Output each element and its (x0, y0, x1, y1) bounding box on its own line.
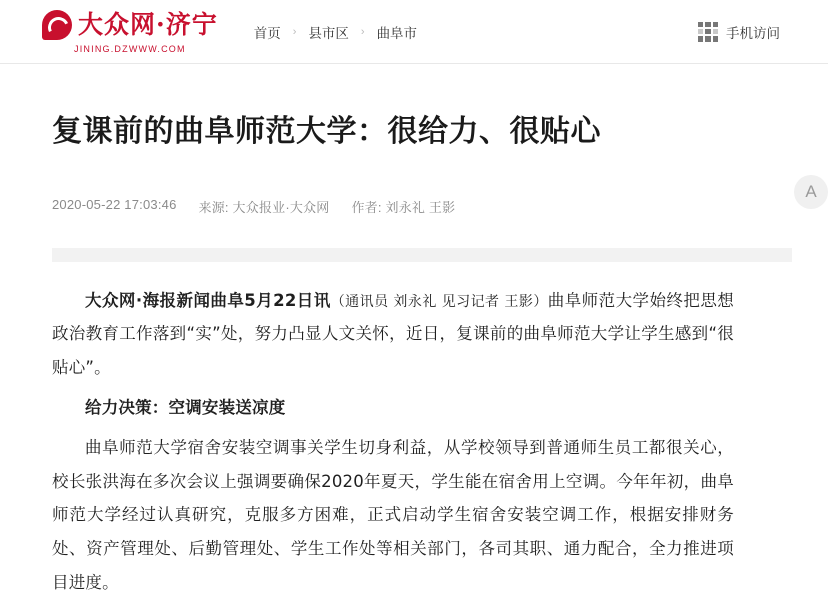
site-header (0, 0, 828, 64)
breadcrumb-item-home[interactable]: 首页 (253, 25, 281, 41)
article-meta (52, 197, 776, 216)
qr-code-icon (698, 22, 718, 42)
flame-logo-icon (42, 10, 72, 40)
article (0, 112, 828, 600)
mobile-access[interactable] (698, 22, 808, 42)
article-source: 来源: 大众报业·大众网 (198, 199, 330, 215)
article-timestamp: 2020-05-22 17:03:46 (52, 196, 177, 212)
section-divider (52, 248, 792, 262)
mobile-access-label: 手机访问 (726, 25, 780, 41)
article-author: 作者: 刘永礼 王影 (351, 199, 456, 215)
lead-text: 曲阜师范大学始终把思想政治教育工作落到“实”处，努力凸显人文关怀，近日，复课前的曲阜师范大学让学生感到“很贴心”。 (52, 290, 735, 378)
breadcrumb-separator-icon: › (360, 25, 365, 38)
logo-row (42, 10, 218, 40)
paragraph-body-1: 曲阜师范大学宿舍安装空调事关学生切身利益，从学校领导到普通师生员工都很关心，校长张洪海在多次会议上强调要确保2020年夏天，学生能在宿舍用上空调。今年年初，曲阜师范大学经过认真研究，克服多方困难，正式启动学生宿舍安装空调工作，根据安排财务处、资产管理处、后勤管理处、学生工作处等相关部门，各司其职、通力配合，全力推进项目进度。 (52, 437, 734, 592)
paragraph-lead (52, 284, 734, 385)
article-body (52, 284, 734, 600)
logo-url: JINING.DZWWW.COM (74, 43, 186, 54)
font-size-icon[interactable]: A (794, 175, 828, 209)
logo-text: 大众网·济宁 (78, 10, 218, 39)
page-title: 复课前的曲阜师范大学：很给力、很贴心 (52, 114, 601, 149)
lead-source: 大众网·海报新闻曲阜5月22日讯 (85, 290, 331, 310)
breadcrumb-separator-icon: › (292, 25, 297, 38)
paragraph-subhead: 给力决策：空调安装送凉度 (85, 397, 286, 417)
breadcrumb-item-district[interactable]: 县市区 (308, 25, 349, 41)
breadcrumb (254, 22, 417, 42)
site-logo[interactable] (42, 10, 218, 54)
breadcrumb-item-qufu[interactable]: 曲阜市 (376, 25, 418, 41)
lead-byline: （通讯员 刘永礼 见习记者 王影） (330, 293, 548, 310)
